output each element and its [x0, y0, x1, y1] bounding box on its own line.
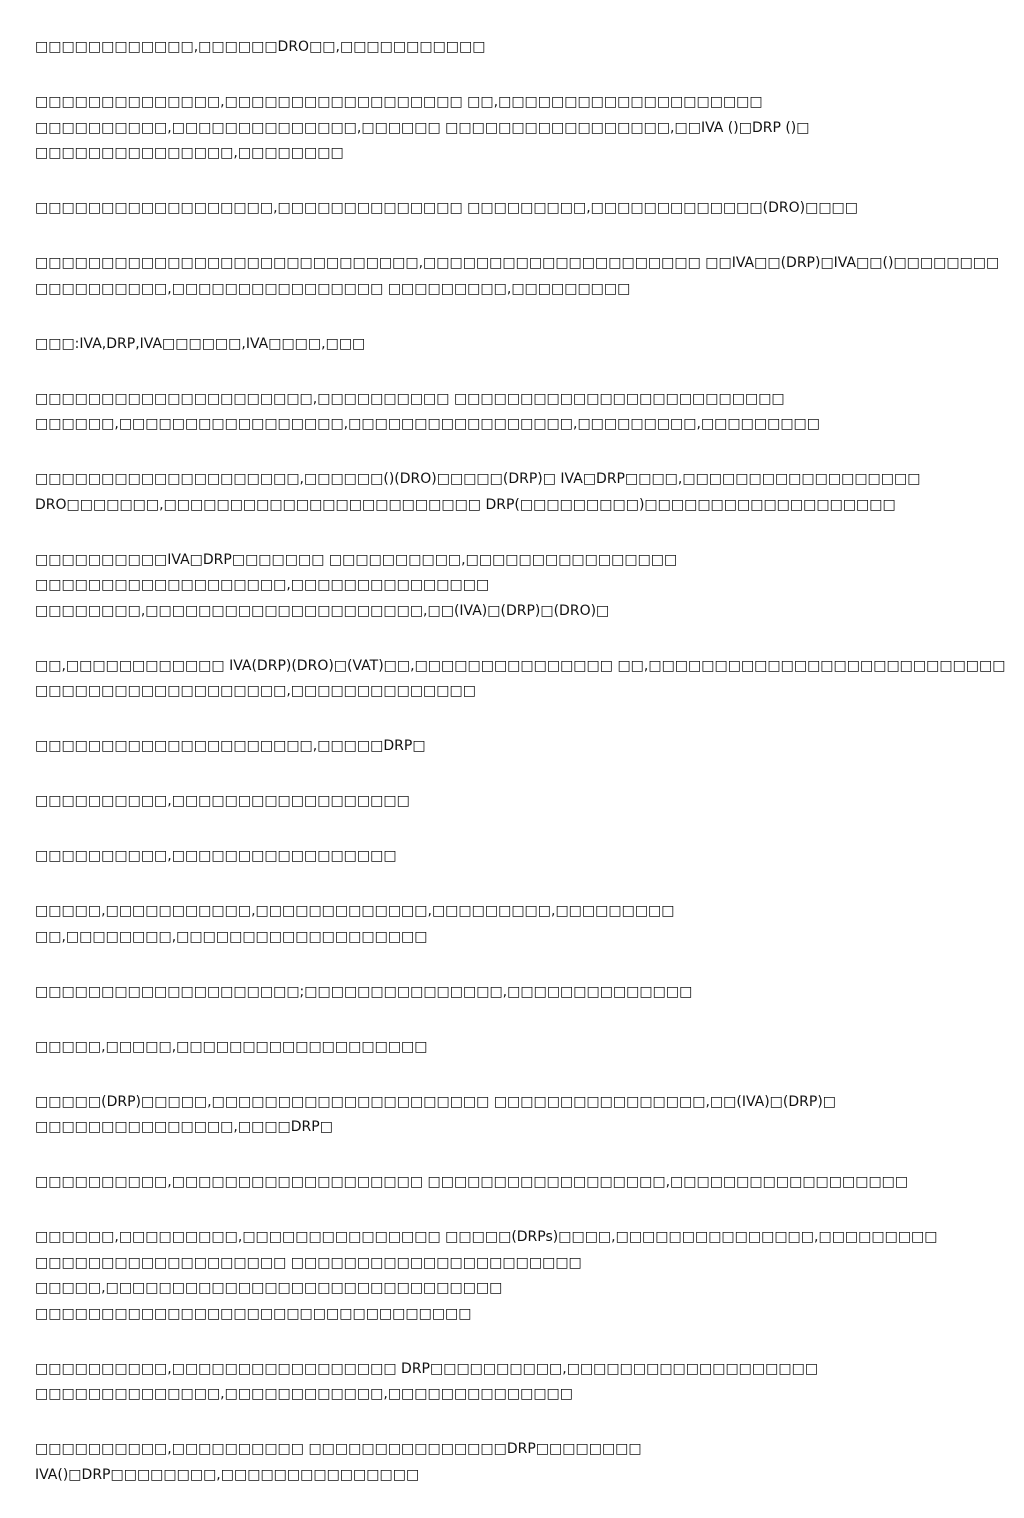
paragraph [35, 1357, 1010, 1408]
paragraph [35, 35, 1010, 61]
text-line: □□□□□□□□,□□□□□□□□□□□□□□□□□□□□□,□□(IVA)□(DRP)□(DRO)□ [35, 602, 610, 619]
paragraph [35, 1437, 1010, 1488]
text-line: □□□□□□□□□□□□□□□□□□□,□□□□□□□□□□□□□□ [35, 683, 476, 699]
document-body [35, 35, 1010, 1518]
text-line: □□□□□□□□□□,□□□□□□□□□□□□□□□□□ [35, 848, 397, 864]
paragraph [35, 844, 1010, 870]
paragraph [35, 1035, 1010, 1061]
text-line: □□□□□□□□□□□□□□,□□□□□□□□□□□□,□□□□□□□□□□□□□□ [35, 1386, 574, 1402]
paragraph [35, 1090, 1010, 1141]
text-line: □□□□□□□□□□,□□□□□□□□□□□□□□□□ □□□□□□□□□,□□□□□□□□□ [35, 280, 631, 297]
text-line: □□□:IVA,DRP,IVA□□□□□□,IVA□□□□,□□□ [35, 335, 366, 352]
text-line: □□□□□□□□□□□□□□□□□□□□□□□□□□□□□□□□□ [35, 1305, 472, 1322]
text-line: □□□□□□□□□□,□□□□□□□□□□□□□□□□□□ [35, 793, 410, 809]
paragraph [35, 90, 1010, 167]
paragraph [35, 548, 1010, 625]
text-line: □□□□□□□□□□□□□□□,□□□□□□□□ [35, 145, 344, 161]
text-line: □□□□□□□□□□□□□□□,□□□□DRP□ [35, 1119, 333, 1135]
text-line: □□□□□□□□□□□□□□□□□□,□□□□□□□□□□□□□□ □□□□□□□□□,□□□□□□□□□□□□□(DRO)□□□□ [35, 200, 858, 216]
paragraph [35, 332, 1010, 358]
text-line: □□□□□□□□□□□□□□□□□□□□□□□□□□□□□,□□□□□□□□□□□□□□□□□□□□□ □□IVA□□(DRP)□IVA□□()□□□□□□□□ [35, 255, 1000, 271]
text-line: □□□□□□□□□□,□□□□□□□□□□□□□□□□□ DRP□□□□□□□□□□,□□□□□□□□□□□□□□□□□□□ [35, 1360, 819, 1377]
text-line: □□□□□□□□□□□□□□□□□□□□□,□□□□□DRP□ [35, 738, 426, 754]
paragraph [35, 467, 1010, 518]
text-line: □□□□□□□□□□□□□□□□□□□□,□□□□□□()(DRO)□□□□□(DRP)□ IVA□DRP□□□□,□□□□□□□□□□□□□□□□□□ [35, 471, 921, 487]
text-line: □□□□□,□□□□□,□□□□□□□□□□□□□□□□□□□ [35, 1038, 428, 1055]
paragraph [35, 196, 1010, 222]
text-line: □□□□□(DRP)□□□□□,□□□□□□□□□□□□□□□□□□□□□ □□□□□□□□□□□□□□□□,□□(IVA)□(DRP)□ [35, 1093, 837, 1110]
text-line: □□□□□□□□□□□□□□□□□□□ □□□□□□□□□□□□□□□□□□□□□□ □□□□□,□□□□□□□□□□□□□□□□□□□□□□□□□□□□□□ [35, 1254, 587, 1296]
text-line: □□□□□□□□□□,□□□□□□□□□□ □□□□□□□□□□□□□□□DRP□□□□□□□□ IVA()□DRP□□□□□□□□,□□□□□□□□□□□□□□□ [35, 1441, 647, 1483]
paragraph [35, 789, 1010, 815]
text-line: □□□□□□□□□□□□□□□□□□□□;□□□□□□□□□□□□□□□,□□□□□□□□□□□□□□ [35, 983, 693, 1000]
paragraph [35, 1170, 1010, 1196]
text-line: □□□□□□,□□□□□□□□□,□□□□□□□□□□□□□□□ □□□□□(DRPs)□□□□,□□□□□□□□□□□□□□□,□□□□□□□□□ [35, 1229, 938, 1245]
text-line: □□□□□□□□□□,□□□□□□□□□□□□□□□□□□□ □□□□□□□□□□□□□□□□□□,□□□□□□□□□□□□□□□□□□ [35, 1174, 909, 1190]
paragraph [35, 1225, 1010, 1327]
text-line: □□□□□□□□□□□□,□□□□□□DRO□□,□□□□□□□□□□□ [35, 39, 486, 55]
text-line: □□□□□□□□□□,□□□□□□□□□□□□□□,□□□□□□ □□□□□□□□□□□□□□□□□,□□IVA ()□DRP ()□ [35, 119, 810, 136]
text-line: DRO□□□□□□□,□□□□□□□□□□□□□□□□□□□□□□□□ DRP(□□□□□□□□□)□□□□□□□□□□□□□□□□□□□ [35, 496, 896, 513]
text-line: □□□□□□□□□□□□□□□□□□□□□,□□□□□□□□□□ □□□□□□□□□□□□□□□□□□□□□□□□□ [35, 390, 785, 407]
paragraph [35, 251, 1010, 302]
paragraph [35, 387, 1010, 438]
text-line: □□,□□□□□□□□□□□□ IVA(DRP)(DRO)□(VAT)□□,□□□□□□□□□□□□□□□ □□,□□□□□□□□□□□□□□□□□□□□□□□□□□□ [35, 657, 1006, 674]
paragraph [35, 899, 1010, 950]
paragraph [35, 734, 1010, 760]
paragraph [35, 654, 1010, 705]
text-line: □□□□□□□□□□□□□□,□□□□□□□□□□□□□□□□□□ □□,□□□□□□□□□□□□□□□□□□□□ [35, 94, 763, 110]
text-line: □□□□□,□□□□□□□□□□□,□□□□□□□□□□□□□,□□□□□□□□□,□□□□□□□□□ □□,□□□□□□□□,□□□□□□□□□□□□□□□□□□□ [35, 903, 679, 945]
text-line: □□□□□□□□□□□□□□□□□□□,□□□□□□□□□□□□□□□ [35, 577, 490, 593]
text-line: □□□□□□,□□□□□□□□□□□□□□□□□,□□□□□□□□□□□□□□□□□,□□□□□□□□□,□□□□□□□□□ [35, 416, 820, 432]
text-line: □□□□□□□□□□IVA□DRP□□□□□□□ □□□□□□□□□□,□□□□□□□□□□□□□□□□ [35, 551, 678, 568]
paragraph [35, 980, 1010, 1006]
